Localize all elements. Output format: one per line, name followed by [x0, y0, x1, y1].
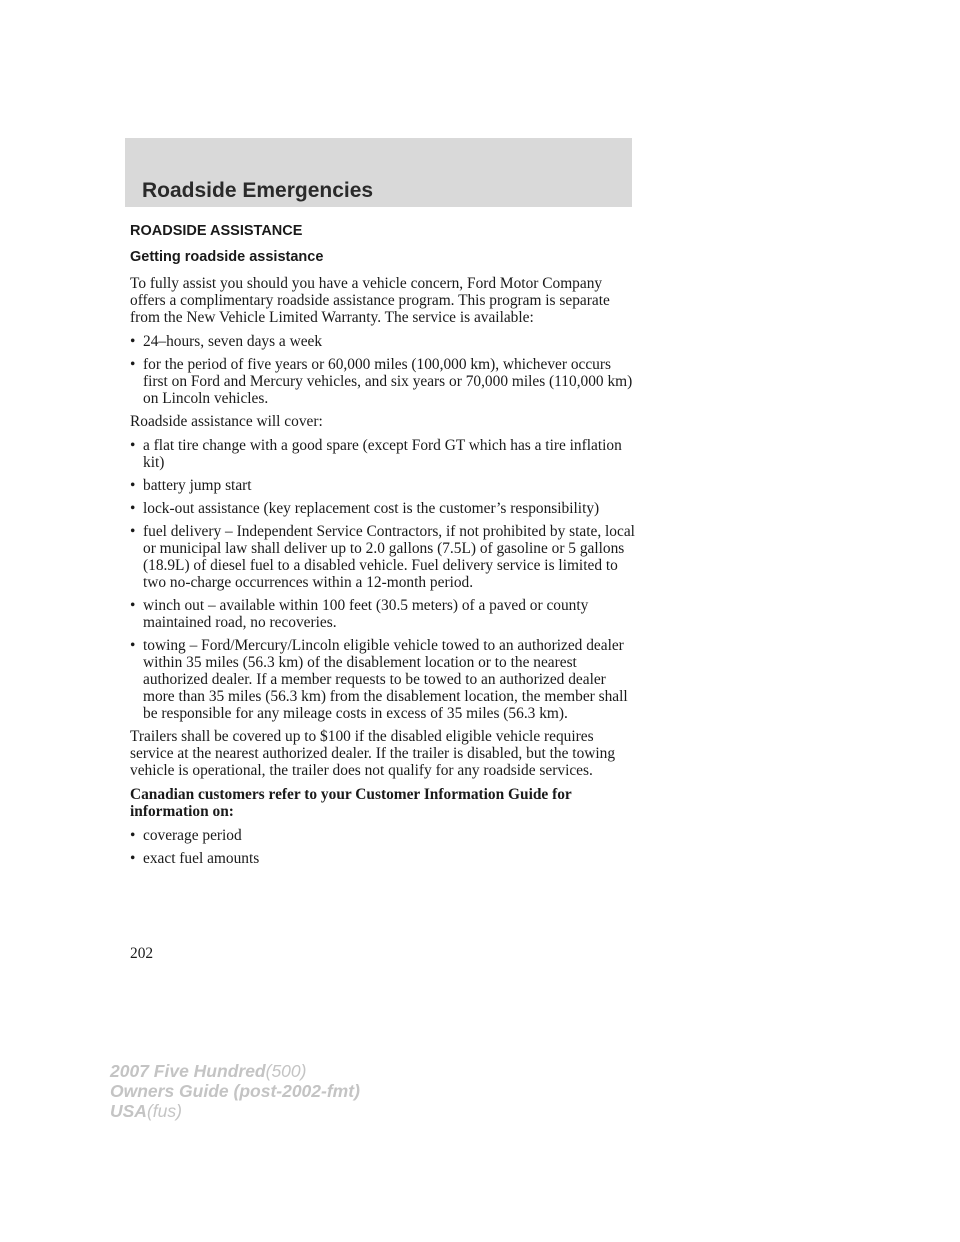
list-item: • for the period of five years or 60,000 miles (100,000 km), whichever occurs first on Ford and Mercury vehicles, and six years or 70,000 miles (110,000 km) on Lincoln vehicles.	[130, 356, 633, 407]
bullet-icon: •	[130, 827, 136, 844]
footer-line-market: USA(fus)	[110, 1101, 182, 1121]
chapter-title: Roadside Emergencies	[142, 179, 374, 202]
page-number: 202	[130, 945, 154, 962]
availability-list	[130, 333, 635, 407]
bullet-icon: •	[130, 597, 136, 614]
subsection-title: Getting roadside assistance	[130, 249, 324, 265]
section-title: ROADSIDE ASSISTANCE	[130, 223, 303, 239]
list-item: • coverage period	[130, 827, 242, 844]
bullet-icon: •	[130, 523, 136, 540]
document-footer	[110, 1061, 360, 1121]
bullet-icon: •	[130, 437, 136, 454]
coverage-intro: Roadside assistance will cover:	[130, 413, 323, 430]
bullet-icon: •	[130, 356, 136, 373]
trailers-paragraph: Trailers shall be covered up to $100 if the disabled eligible vehicle requires service at the nearest authorized dealer. If the trailer is disabled, but the towing vehicle is operational, the trailer does not qualify for any roadside services.	[130, 728, 616, 779]
coverage-list	[130, 437, 635, 722]
list-item: • fuel delivery – Independent Service Contractors, if not prohibited by state, local or municipal law shall deliver up to 2.0 gallons (7.5L) of gasoline or 5 gallons (18.9L) of diesel fuel to a disabled vehicle. Fuel delivery service is limited to two no-charge occurrences within a 12-month period.	[130, 523, 635, 591]
page-content	[130, 223, 635, 873]
bullet-icon: •	[130, 500, 136, 517]
list-item: • exact fuel amounts	[130, 850, 260, 867]
list-item: • lock-out assistance (key replacement cost is the customer’s responsibility)	[130, 500, 600, 517]
footer-line-model: 2007 Five Hundred(500)	[110, 1061, 307, 1081]
bullet-icon: •	[130, 333, 136, 350]
list-item: • a flat tire change with a good spare (except Ford GT which has a tire inflation kit)	[130, 437, 622, 471]
bullet-icon: •	[130, 850, 136, 867]
intro-paragraph: To fully assist you should you have a vehicle concern, Ford Motor Company offers a complimentary roadside assistance program. This program is separate from the New Vehicle Limited Warranty. The service is available:	[130, 275, 610, 326]
list-item: • 24–hours, seven days a week	[130, 333, 323, 350]
canadian-note: Canadian customers refer to your Customer Information Guide for information on:	[130, 786, 572, 820]
bullet-icon: •	[130, 477, 136, 494]
section-header-band	[125, 138, 632, 207]
footer-line-guide: Owners Guide (post-2002-fmt)	[110, 1081, 360, 1101]
bullet-icon: •	[130, 637, 136, 654]
list-item: • battery jump start	[130, 477, 252, 494]
list-item: • towing – Ford/Mercury/Lincoln eligible vehicle towed to an authorized dealer within 35 miles (56.3 km) of the disablement location or to the nearest authorized dealer. If a member requests to be towed to an authorized dealer more than 35 miles (56.3 km) from the disablement location, the member shall be responsible for any mileage costs in excess of 35 miles (56.3 km).	[130, 637, 628, 722]
canadian-list	[130, 827, 635, 867]
list-item: • winch out – available within 100 feet (30.5 meters) of a paved or county maintained road, no recoveries.	[130, 597, 589, 631]
